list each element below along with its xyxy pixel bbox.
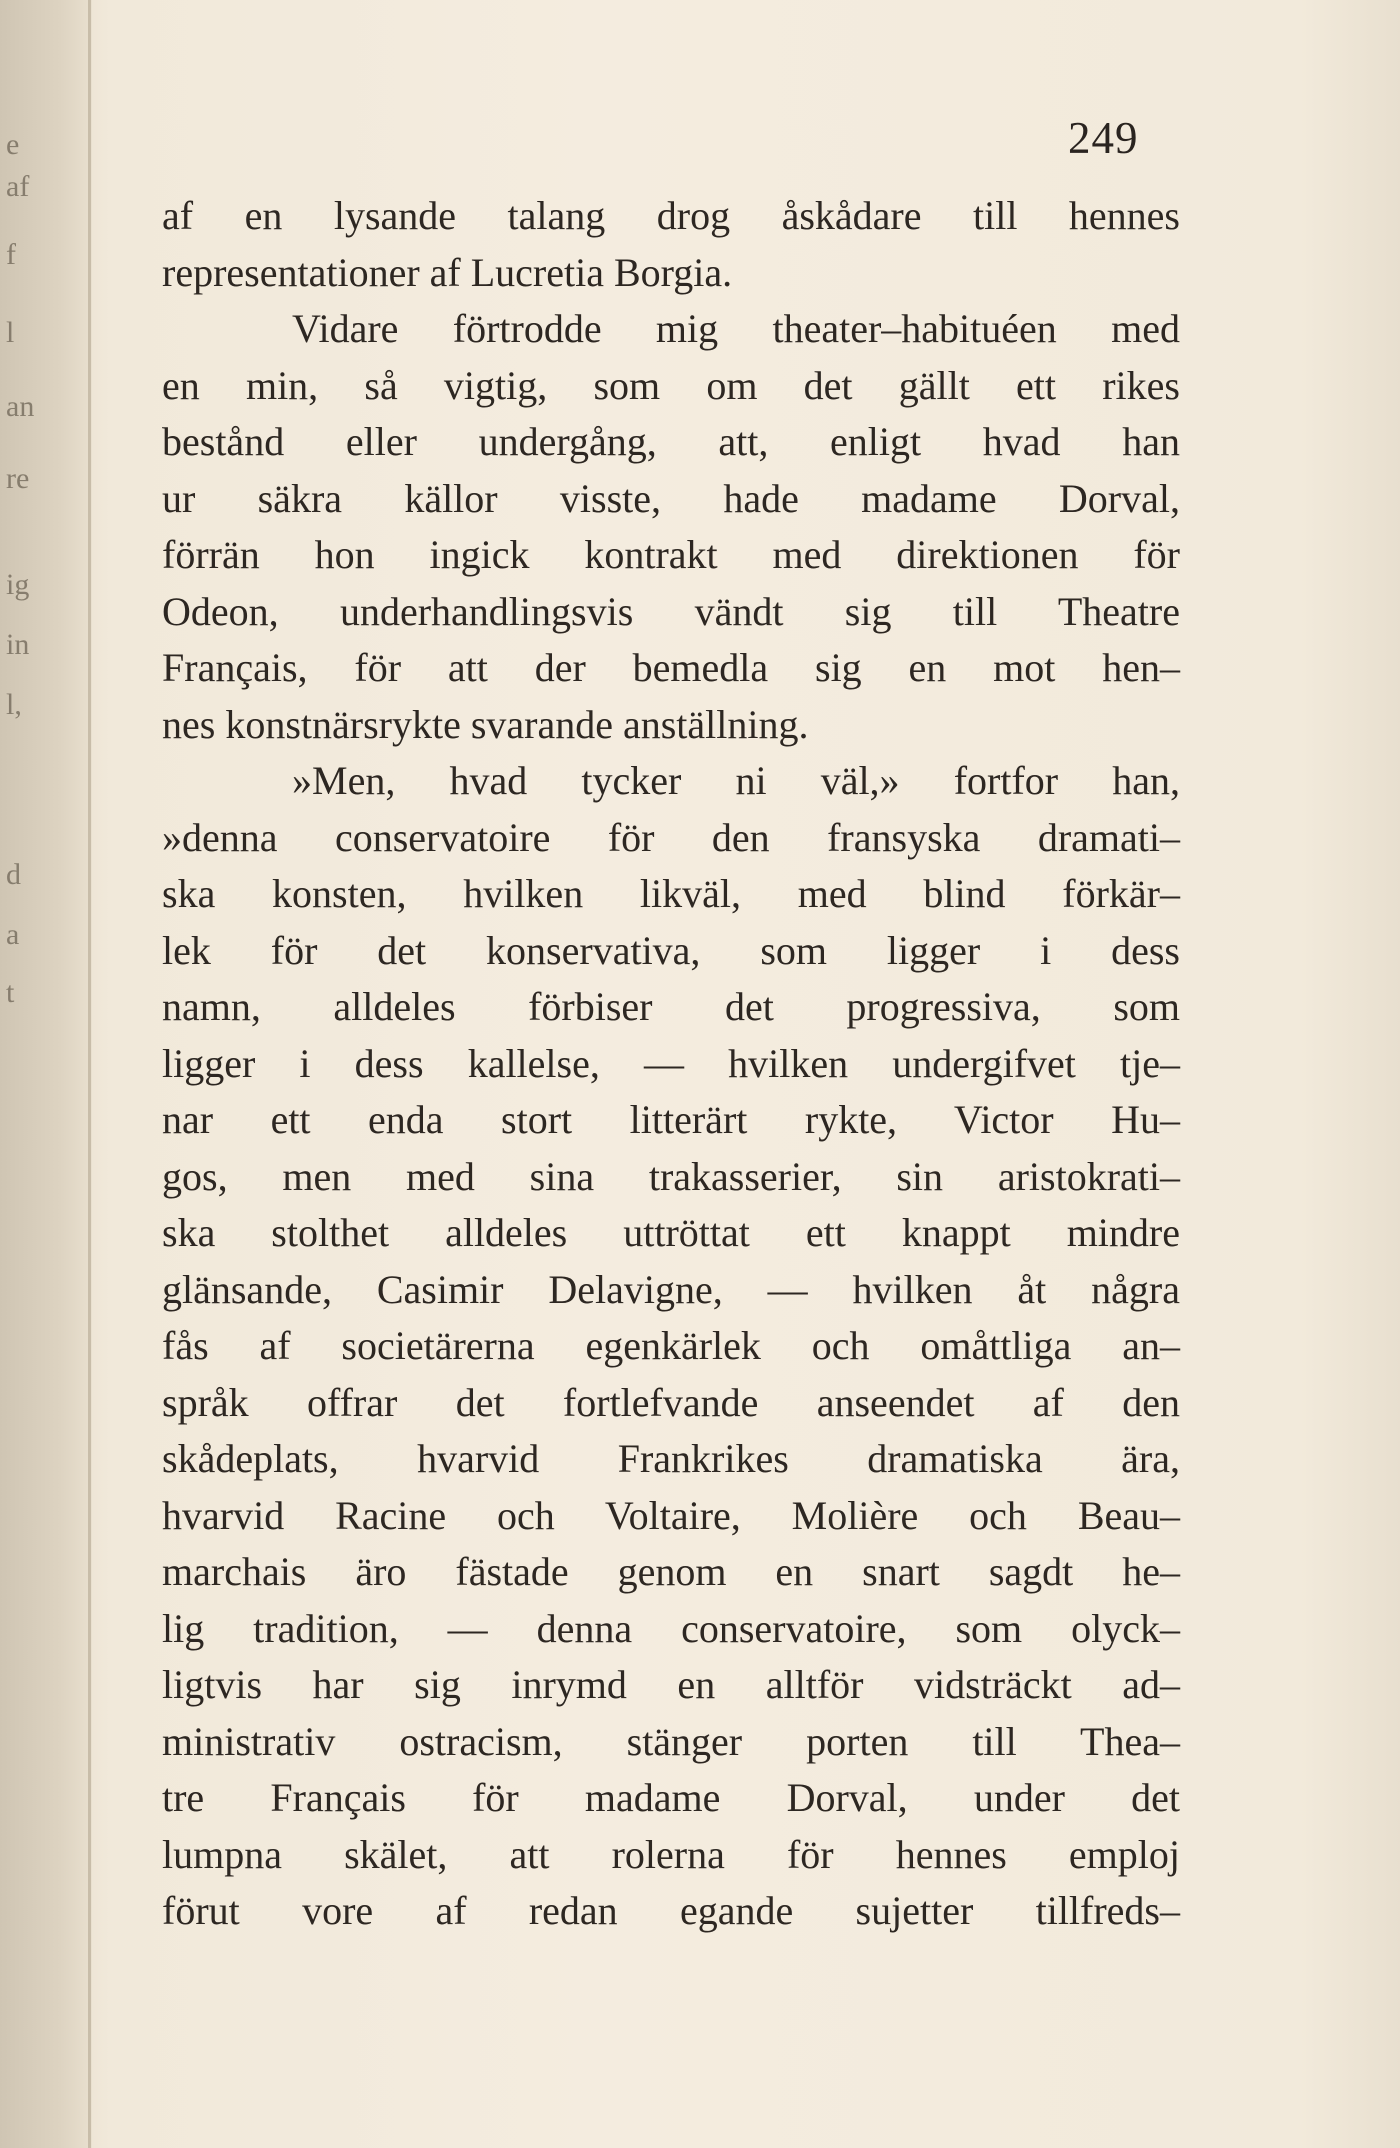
text-line: tre Français för madame Dorval, under det	[162, 1775, 1180, 1820]
margin-fragment: re	[6, 462, 30, 495]
text-line: nar ett enda stort litterärt rykte, Victor Hu–	[162, 1097, 1180, 1142]
margin-fragment: l	[6, 316, 15, 349]
margin-fragment: t	[6, 976, 15, 1009]
previous-page-edge	[0, 0, 92, 2148]
text-line: namn, alldeles förbiser det progressiva, som	[162, 984, 1180, 1029]
text-line: ska konsten, hvilken likväl, med blind förkär–	[162, 871, 1180, 916]
margin-fragment: af	[6, 170, 30, 203]
text-line: marchais äro fästade genom en snart sagdt he–	[162, 1549, 1180, 1594]
margin-fragment: in	[6, 628, 30, 661]
body-text	[162, 188, 1180, 1940]
margin-fragment: ig	[6, 568, 30, 601]
text-line: ligtvis har sig inrymd en alltför vidsträckt ad–	[162, 1662, 1180, 1707]
text-line: språk offrar det fortlefvande anseendet af den	[162, 1379, 1180, 1425]
text-line: en min, så vigtig, som om det gällt ett rikes	[162, 362, 1180, 408]
text-line: förrän hon ingick kontrakt med direktionen för	[162, 532, 1180, 577]
text-line: ligger i dess kallelse, — hvilken undergifvet tje–	[162, 1040, 1180, 1086]
margin-fragment: f	[6, 238, 16, 271]
text-line: Vidare förtrodde mig theater–habituéen med	[292, 306, 1180, 351]
text-line: glänsande, Casimir Delavigne, — hvilken åt några	[162, 1266, 1180, 1312]
text-line: »Men, hvad tycker ni väl,» fortfor han,	[292, 758, 1180, 803]
gutter-fold	[88, 0, 91, 2148]
margin-fragment: d	[6, 858, 21, 891]
text-line: skådeplats, hvarvid Frankrikes dramatiska ära,	[162, 1436, 1180, 1481]
text-line: nes konstnärsrykte svarande anställning.	[162, 701, 809, 747]
text-line: ska stolthet alldeles uttröttat ett knappt mindre	[162, 1210, 1180, 1255]
text-line: »denna conservatoire för den fransyska dramati–	[162, 814, 1180, 860]
text-line: ur säkra källor visste, hade madame Dorval,	[162, 475, 1180, 521]
text-line: lig tradition, — denna conservatoire, som olyck–	[162, 1605, 1180, 1651]
text-line: gos, men med sina trakasserier, sin aristokrati–	[162, 1153, 1180, 1199]
text-line: ministrativ ostracism, stänger porten till Thea–	[162, 1718, 1180, 1764]
text-line: lumpna skälet, att rolerna för hennes emploj	[162, 1831, 1180, 1877]
text-line: fås af societärerna egenkärlek och omåttliga an–	[162, 1323, 1180, 1368]
margin-fragment: l,	[6, 688, 22, 721]
text-line: Français, för att der bemedla sig en mot hen–	[162, 645, 1180, 690]
margin-fragment: e	[6, 128, 20, 161]
text-line: bestånd eller undergång, att, enligt hvad han	[162, 419, 1180, 464]
text-line: representationer af Lucretia Borgia.	[162, 249, 733, 295]
text-line: af en lysande talang drog åskådare till hennes	[162, 193, 1180, 238]
margin-fragment: an	[6, 390, 35, 423]
text-line: förut vore af redan egande sujetter tillfreds–	[162, 1888, 1180, 1933]
text-line: Odeon, underhandlingsvis vändt sig till Theatre	[162, 588, 1180, 634]
text-line: hvarvid Racine och Voltaire, Molière och Beau–	[162, 1492, 1180, 1538]
page-number: 249	[1068, 113, 1139, 163]
margin-fragment: a	[6, 918, 20, 951]
text-line: lek för det konservativa, som ligger i dess	[162, 927, 1180, 973]
